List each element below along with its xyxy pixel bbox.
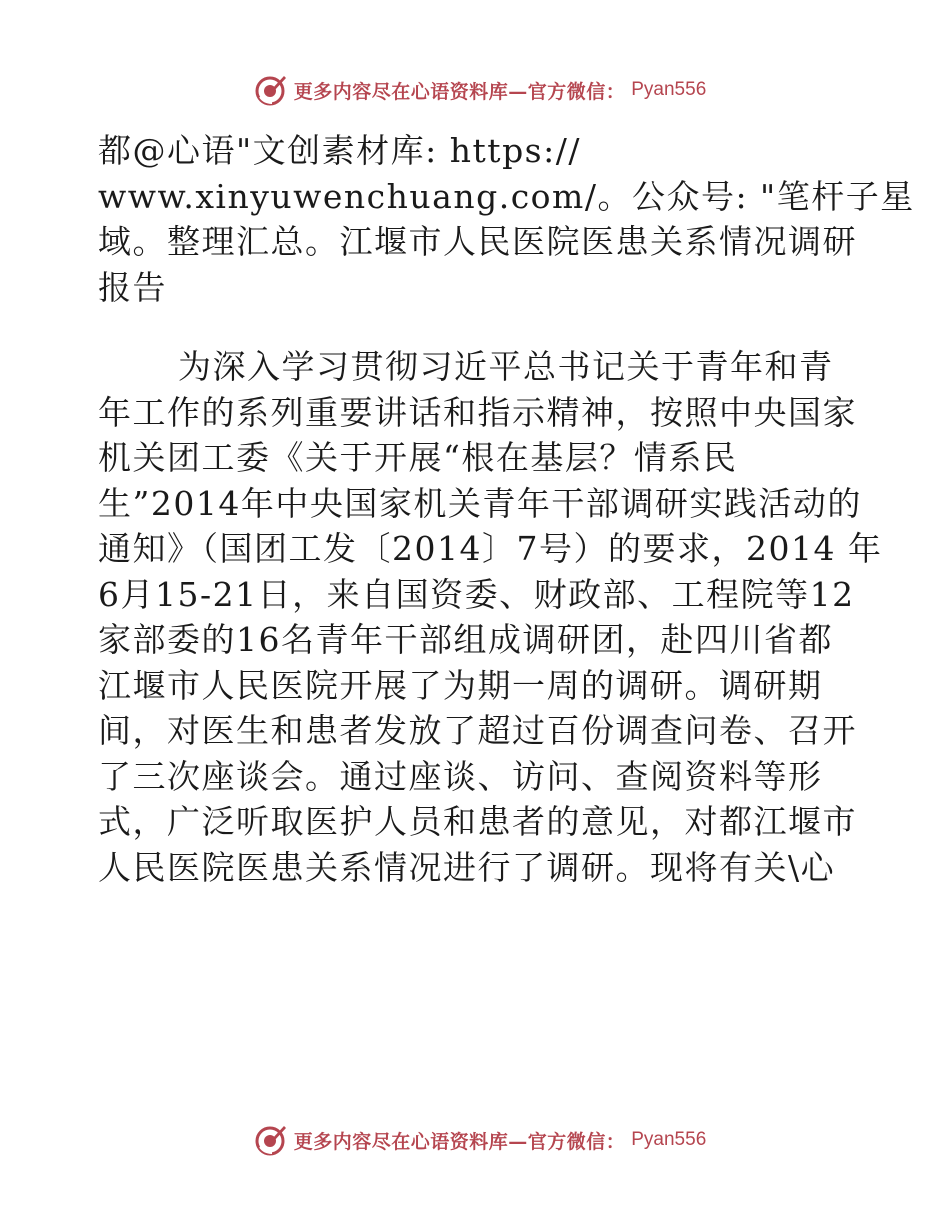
footer-banner bbox=[0, 1120, 950, 1160]
header-banner bbox=[0, 70, 950, 110]
body-line: 家部委的16名青年干部组成调研团，赴四川省都 bbox=[98, 620, 833, 659]
body-line: 通知》（国团工发〔2014〕7号）的要求，2014 年 bbox=[98, 529, 883, 568]
body-line: 为深入学习贯彻习近平总书记关于青年和青 bbox=[178, 347, 834, 386]
body-line: 了三次座谈会。通过座谈、访问、查阅资料等形 bbox=[98, 756, 823, 796]
body-line: 人民医院医患关系情况进行了调研。现将有关\心 bbox=[98, 847, 836, 887]
body-line: 间，对医生和患者发放了超过百份调查问卷、召开 bbox=[98, 711, 857, 750]
body-line: 年工作的系列重要讲话和指示精神，按照中央国家 bbox=[98, 392, 857, 432]
intro-line: www.xinyuwenchuang.com/。公众号: "笔杆子星 bbox=[98, 176, 915, 216]
wechat-id: Pyan556 bbox=[631, 1129, 707, 1150]
document-body bbox=[98, 128, 915, 890]
intro-line: 域。整理汇总。江堰市人民医院医患关系情况调研 bbox=[98, 222, 857, 261]
body-line: 式，广泛听取医护人员和患者的意见，对都江堰市 bbox=[98, 802, 857, 841]
body-line: 生”2014年中央国家机关青年干部调研实践活动的 bbox=[98, 483, 862, 523]
pen-logo-icon bbox=[254, 1123, 288, 1157]
banner-text: 更多内容尽在心语资料库—官方微信： bbox=[293, 80, 626, 103]
body-line: 机关团工委《关于开展“根在基层？情系民 bbox=[98, 438, 738, 477]
paragraph-gap bbox=[98, 310, 858, 344]
body-line: 江堰市人民医院开展了为期一周的调研。调研期 bbox=[98, 665, 823, 705]
document-title-end: 报告 bbox=[98, 267, 167, 307]
pen-logo-icon bbox=[254, 73, 288, 107]
body-line: 6月15-21日，来自国资委、财政部、工程院等12 bbox=[98, 574, 855, 614]
wechat-id: Pyan556 bbox=[631, 79, 707, 100]
banner-text: 更多内容尽在心语资料库—官方微信： bbox=[293, 1130, 626, 1153]
intro-line: 都@心语"文创素材库: https:// bbox=[98, 131, 581, 170]
